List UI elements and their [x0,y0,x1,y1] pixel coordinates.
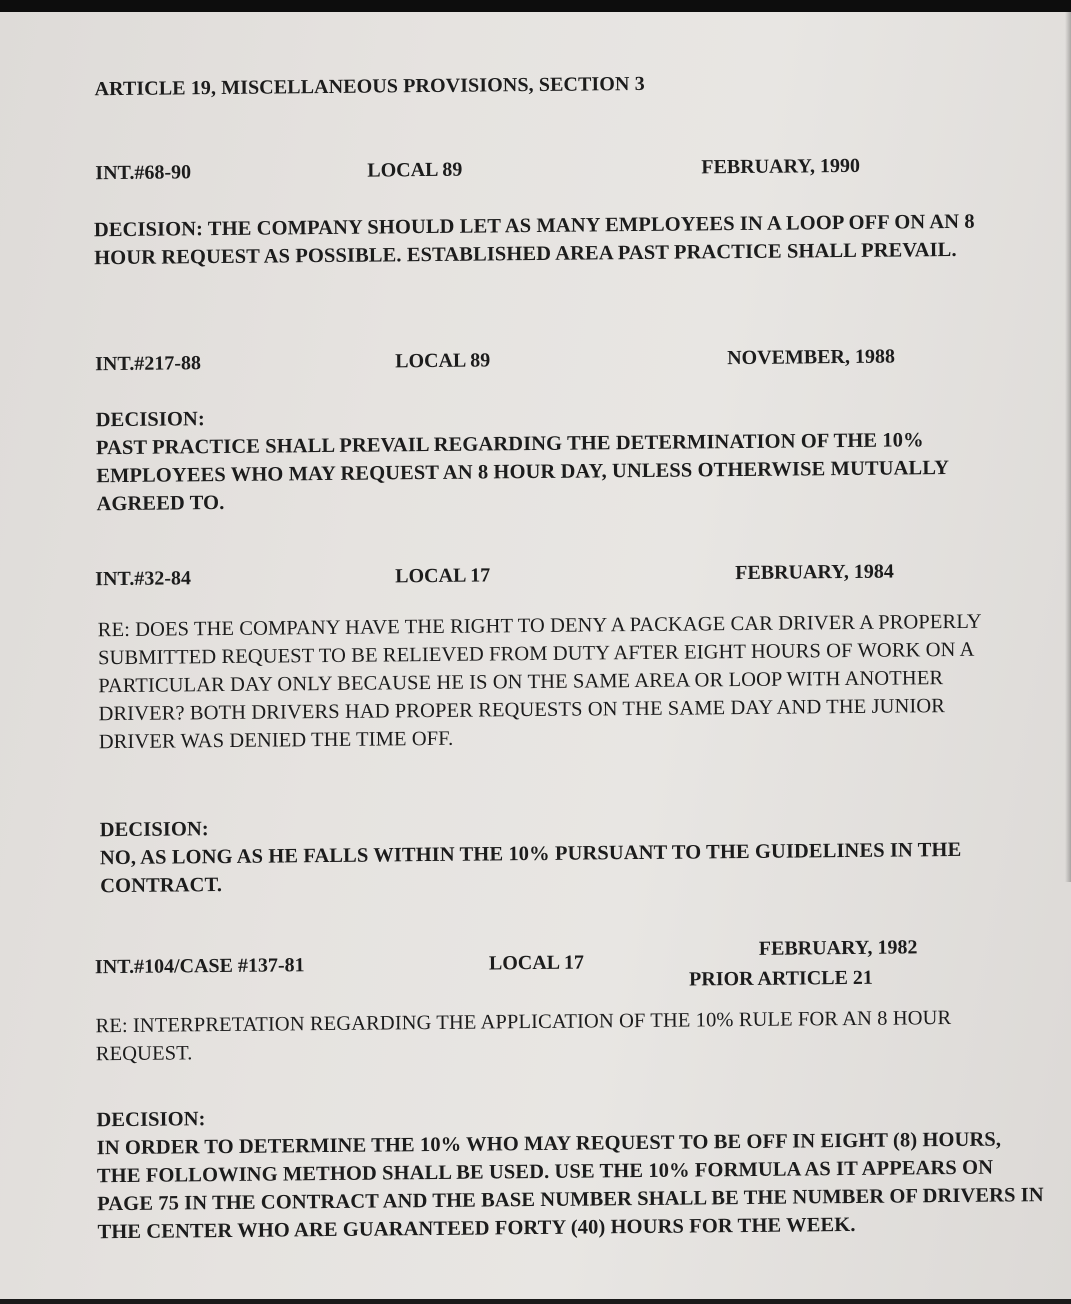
entry-2-int-number: INT.#217-88 [95,352,202,376]
entry-3-question: RE: DOES THE COMPANY HAVE THE RIGHT TO DENY A PACKAGE CAR DRIVER A PROPERLY SUBMITTED REQUEST TO BE RELIEVED FROM DUTY AFTER EIGHT HOURS OF WORK ON A PARTICULAR DAY ONLY BECAUSE HE IS ON THE SAME AREA OR LOOP WITH ANOTHER DRIVER? BOTH DRIVERS HAD PROPER REQUESTS ON THE SAME DAY AND THE JUNIOR DRIVER WAS DENIED THE TIME OFF. [97,610,982,754]
entry-3-decision-label: DECISION: [99,818,209,842]
entry-4-local: LOCAL 17 [488,951,585,975]
entry-3-int-number: INT.#32-84 [95,567,192,591]
entry-3-date: FEBRUARY, 1984 [735,560,894,585]
entry-4-decision-text: IN ORDER TO DETERMINE THE 10% WHO MAY REQUEST TO BE OFF IN EIGHT (8) HOURS, THE FOLLOWING METHOD SHALL BE USED. USE THE 10% FORMULA AS IT APPEARS ON PAGE 75 IN THE CONTRACT AND THE BASE NUMBER SHALL BE THE NUMBER OF DRIVERS IN THE CENTER WHO ARE GUARANTEED FORTY (40) HOURS FOR THE WEEK. [96,1128,1044,1244]
entry-2-date: NOVEMBER, 1988 [727,345,896,370]
document-page [0,7,1071,1304]
entry-4-decision-block [96,1097,1047,1246]
entry-2-decision-block [96,397,1017,518]
entry-1-int-number: INT.#68-90 [95,161,192,185]
entry-4-int-number: INT.#104/CASE #137-81 [94,954,305,979]
entry-4-date: FEBRUARY, 1982 [758,936,918,960]
entry-2-local: LOCAL 89 [395,349,491,373]
entry-1-local: LOCAL 89 [367,158,463,182]
entry-3-decision-block [100,807,1021,900]
entry-4-question: RE: INTERPRETATION REGARDING THE APPLICATION OF THE 10% RULE FOR AN 8 HOUR REQUEST. [95,1007,952,1066]
entry-2-decision-text: PAST PRACTICE SHALL PREVAIL REGARDING THE DETERMINATION OF THE 10% EMPLOYEES WHO MAY REQUEST AN 8 HOUR DAY, UNLESS OTHERWISE MUTUALLY AGREED TO. [95,429,949,516]
entry-1-decision: DECISION: THE COMPANY SHOULD LET AS MANY EMPLOYEES IN A LOOP OFF ON AN 8 HOUR REQUEST AS POSSIBLE. ESTABLISHED AREA PAST PRACTICE SHALL PREVAIL. [93,210,975,270]
entry-4-prior-article: PRIOR ARTICLE 21 [689,966,873,991]
entry-4-decision-label: DECISION: [96,1108,206,1132]
document-heading: ARTICLE 19, MISCELLANEOUS PROVISIONS, SECTION 3 [94,72,645,101]
entry-1-date: FEBRUARY, 1990 [701,154,860,179]
entry-3-local: LOCAL 17 [395,564,491,588]
entry-2-decision-label: DECISION: [95,408,205,432]
entry-3-decision-text: NO, AS LONG AS HE FALLS WITHIN THE 10% PURSUANT TO THE GUIDELINES IN THE CONTRACT. [99,838,962,898]
